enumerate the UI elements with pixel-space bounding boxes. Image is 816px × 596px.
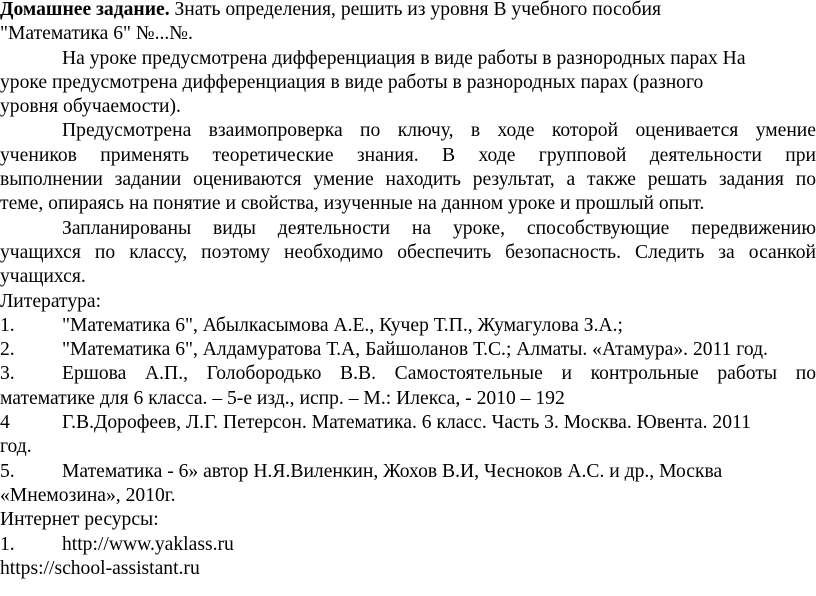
paragraph2-line: выполнении задании оцениваются умение находить результат, а также решать задания по xyxy=(0,169,816,191)
literature-item-cont: математике для 6 класса. – 5-е изд., испр. – М.: Илекса, - 2010 – 192 xyxy=(0,387,565,409)
item-number: 3. xyxy=(0,363,15,385)
item-text: "Математика 6", Алдамуратова Т.А, Байшоланов Т.С.; Алматы. «Атамура». 2011 год. xyxy=(62,339,768,361)
item-number: 1. xyxy=(0,314,15,336)
literature-item xyxy=(0,362,816,386)
internet-link[interactable]: http://www.yaklass.ru xyxy=(62,533,234,555)
item-text: Г.В.Дорофеев, Л.Г. Петерсон. Математика. 6 класс. Часть 3. Москва. Ювента. 2011 xyxy=(62,412,751,434)
item-text: "Математика 6", Абылкасымова А.Е., Кучер Т.П., Жумагулова З.А.; xyxy=(62,314,623,336)
literature-heading: Литература: xyxy=(0,290,102,312)
internet-link[interactable]: https://school-assistant.ru xyxy=(0,557,200,579)
item-text: Математика - 6» автор Н.Я.Виленкин, Жохов В.И, Чесноков А.С. и др., Москва xyxy=(62,460,723,482)
internet-item xyxy=(0,533,816,557)
homework-text-2: "Математика 6" №...№. xyxy=(0,23,193,45)
item-number: 1. xyxy=(0,533,15,555)
paragraph2-line: теме, опираясь на понятие и свойства, изученные на данном уроке и прошлый опыт. xyxy=(0,193,705,215)
paragraph1-line: уроке предусмотрена дифференциация в виде работы в разнородных парах (разного xyxy=(0,71,704,93)
homework-line xyxy=(0,0,816,22)
item-number: 4 xyxy=(0,412,10,434)
literature-item xyxy=(0,460,816,484)
literature-item xyxy=(0,338,816,362)
item-number: 2. xyxy=(0,339,15,361)
paragraph3-line: учащихся. xyxy=(0,266,86,288)
literature-item-cont: год. xyxy=(0,436,32,458)
paragraph1-line: На уроке предусмотрена дифференциация в виде работы в разнородных парах На xyxy=(62,47,746,69)
internet-heading: Интернет ресурсы: xyxy=(0,509,159,531)
paragraph2-line: учеников применять теоретические знания. В ходе групповой деятельности при xyxy=(0,144,816,166)
homework-label: Домашнее задание. xyxy=(0,0,170,20)
paragraph3-line: учащихся по классу, поэтому необходимо обеспечить безопасность. Следить за осанкой xyxy=(0,241,816,263)
paragraph2-line: Предусмотрена взаимопроверка по ключу, в ходе которой оценивается умение xyxy=(62,120,816,142)
item-number: 5. xyxy=(0,460,15,482)
paragraph1-line: уровня обучаемости). xyxy=(0,96,181,118)
literature-item xyxy=(0,411,816,435)
homework-text: Знать определения, решить из уровня В учебного пособия xyxy=(169,0,661,20)
literature-item-cont: «Мнемозина», 2010г. xyxy=(0,484,176,506)
paragraph3-line: Запланированы виды деятельности на уроке, способствующие передвижению xyxy=(62,217,816,239)
literature-item xyxy=(0,314,816,338)
item-text: Ершова А.П., Голобородько В.В. Самостоятельные и контрольные работы по xyxy=(62,363,816,385)
